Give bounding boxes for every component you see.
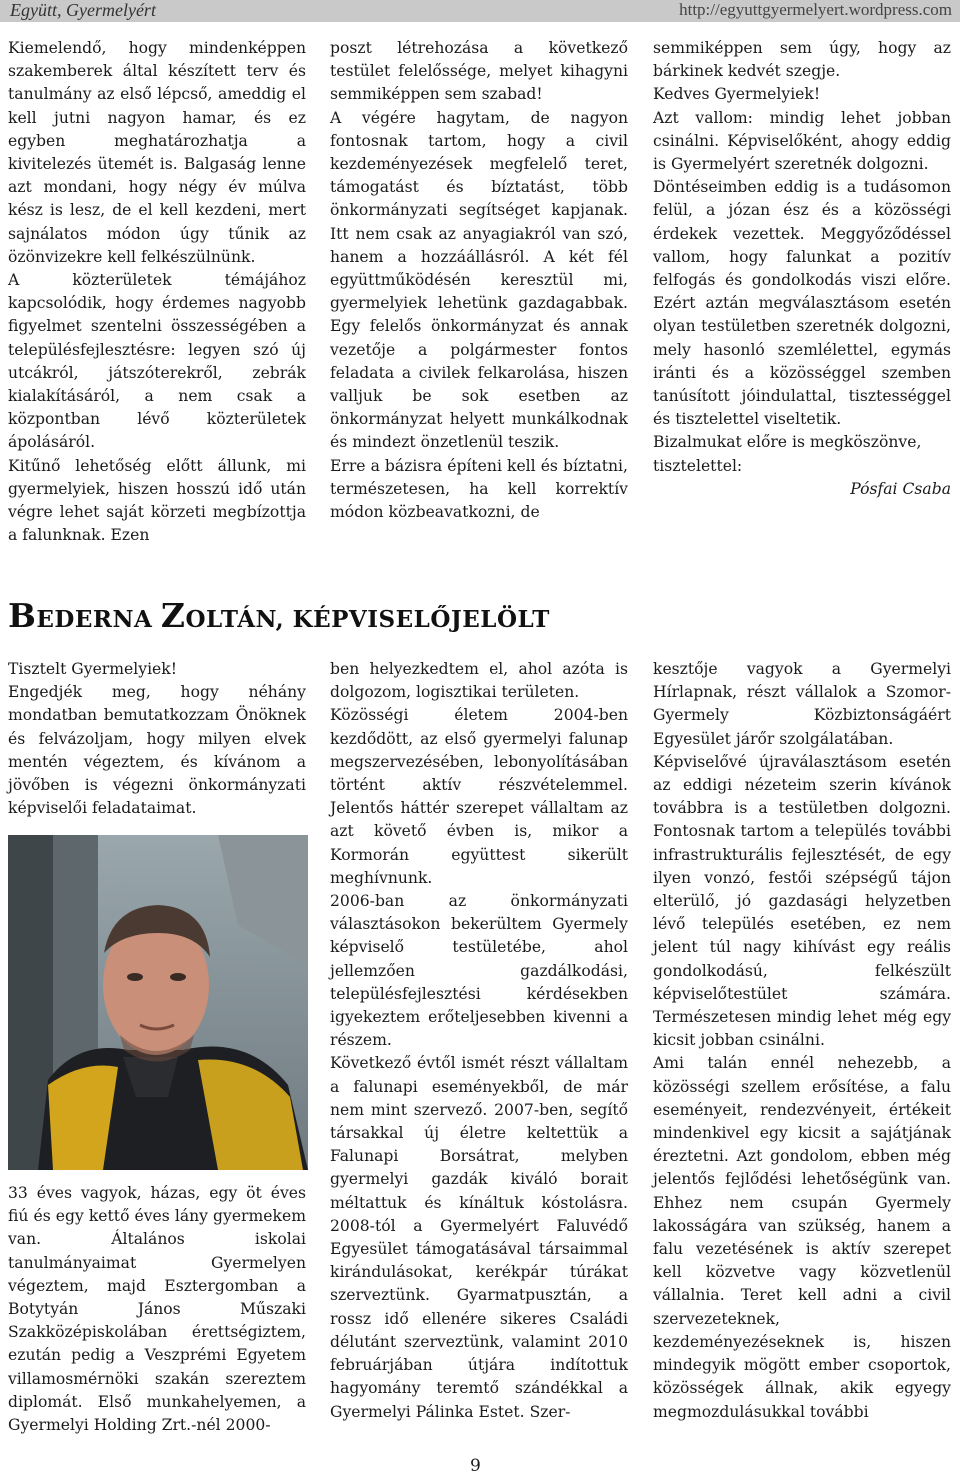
heading-text: EDERNA (36, 606, 161, 633)
closing: Bizalmukat előre is megköszönve, tisztelettel: (653, 433, 922, 475)
paragraph: ben helyezkedtem el, ahol azóta is dolgozom, logisztikai területen. (330, 660, 628, 702)
paragraph: Kitűnő lehetőség előtt állunk, mi gyermelyiek, hiszen hosszú idő után végre lehet saját körzeti megbízottja a falunknak. Ezen (8, 456, 306, 545)
bottom-column-2 (330, 658, 628, 1424)
bottom-column-1 (8, 658, 306, 820)
heading-text: OLTÁN, KÉPVISELŐJELÖLT (185, 606, 550, 633)
salutation: Tisztelt Gyermelyiek! (8, 660, 178, 678)
greeting: Kedves Gyermelyiek! (653, 85, 821, 104)
candidate-portrait-photo (8, 835, 308, 1170)
bottom-column-3 (653, 658, 951, 1424)
paragraph: Kiemelendő, hogy mindenképpen szakemberek által készített terv és tanulmány az első lépcső, ameddig el kell jutni nagyon hamar, és ez egyben meghatározhatja a kivitelezés ütemét is. Balgaság lenne azt mondani, hogy négy év múlva kész is lesz, de el kell kezdeni, mert sajnálatos módon úgy tűnik az özönvizekre kell felkészülnünk. (8, 39, 306, 266)
paragraph: Azt vallom: mindig lehet jobban csinálni. Képviselőként, ahogy eddig is Gyermelyért szeretnék dolgozni. (653, 108, 951, 174)
heading-initial: B (8, 596, 37, 635)
portrait-image (8, 835, 308, 1170)
paragraph: Képviselővé újraválasztásom esetén az eddigi nézeteim szerin kívánok továbbra is a testületben dolgozni. Fontosnak tartom a település további infrastrukturális fejlesztését, de egy ilyen vonzó, festői szépségű tájon elterülő, jó gazdasági helyzetben lévő település esetében, ez nem jelent túl nagy kihívást egy reális gondolkodású, felkészült képviselőtestület számára. Természetesen mindig lehet még egy kicsit jobban csinálni. (653, 752, 951, 1050)
paragraph: Erre a bázisra építeni kell és bíztatni, természetesen, ha kell korrektív módon közbeavatkozni, de (330, 456, 628, 522)
paragraph: poszt létrehozása a következő testület felelőssége, melyet kihagyni semmiképpen sem szabad! (330, 39, 628, 104)
page-number: 9 (470, 1456, 481, 1476)
paragraph: Engedjék meg, hogy néhány mondatban bemutatkozzam Önöknek és felvázoljam, hogy milyen elvek mentén végeztem, és kívánom a jövőben is végezni önkormányzati képviselői feladataimat. (8, 683, 306, 818)
paragraph: Ami talán ennél nehezebb, a közösségi szellem erősítése, a falu eseményeit, rendezvényeit, értékeit mindenkivel egy kicsit a sajátjának éreztetni. Azt gondolom, ebben még jelentős fejlődési lehetőségünk van. Ehhez nem csupán Gyermely lakosságára van szükség, hanem a falu vezetésének is aktív szerepet kell közvetve vagy közvetlenül vállalnia. Teret kell adni a civil szervezeteknek, kezdeményezéseknek is, hiszen mindegyik mögött ember csoportok, közösségek állnak, akik egyegy megmozdulásukkal további (653, 1054, 951, 1421)
paragraph: Közösségi életem 2004-ben kezdődött, az első gyermelyi falunap megszervezésében, lebonyolításában történt aktív részvételemmel. Jelentős háttér szerepet vállaltam az azt követő évben is, mikor a Kormorán együttest sikerült meghívnunk. (330, 706, 628, 887)
top-column-2 (330, 37, 628, 524)
bottom-column-1-continued (8, 1182, 306, 1437)
publication-url[interactable]: http://egyuttgyermelyert.wordpress.com (679, 0, 952, 19)
paragraph: Döntéseimben eddig is a tudásomon felül, a józan ész és a közösségi érdekek vezettek. Meggyőződéssel vallom, hogy falunkat a pozitív felfogás és gondolkodás viszi előre. Ezért aztán megválasztásom esetén olyan testületben szeretnék dolgozni, mely hasonló szemlélettel, egymás iránti és a közösséggel szemben tanúsított jóindulattal, tisztességgel és tisztelettel viseltetik. (653, 178, 951, 429)
publication-title: Együtt, Gyermelyért (10, 0, 156, 20)
page-header (0, 0, 960, 22)
paragraph: Következő évtől ismét részt vállaltam a falunapi eseményekből, de már nem mint szervező. 2007-ben, segítő társakkal új életre keltettük a Falunapi Borsátrat, melyben gyermelyi gazdák kiváló borait méltattuk és kínáltuk kóstolásra. 2008-tól a Gyermelyért Faluvédő Egyesület támogatásával társaimmal kirándulásokat, kerékpár túrákat szerveztünk. Gyarmatpusztán, a rossz idő ellenére sikeres Családi délutánt szerveztünk, valamint 2010 februárjában útjára indítottuk hagyomány teremtő szándékkal a Gyermelyi Pálinka Estet. Szer- (330, 1054, 628, 1421)
article-heading (8, 596, 550, 635)
paragraph: 33 éves vagyok, házas, egy öt éves fiú és egy kettő éves lány gyermekem van. Általános iskolai tanulmányaimat Gyermelyen végeztem, majd Esztergomban a Botytyán János Műszaki Szakközépiskolában érettségiztem, ezután pedig a Veszprémi Egyetem villamosmérnöki szakán szereztem diplomát. Első munkahelyemen, a Gyermelyi Holding Zrt.-nél 2000- (8, 1184, 306, 1435)
paragraph: A közterületek témájához kapcsolódik, hogy érdemes nagyobb figyelmet szentelni összességében a településfejlesztésre: legyen szó új utcákról, játszóterekről, zebrák kialakításáról, a nem csak a központban lévő közterületek ápolásáról. (8, 271, 306, 452)
paragraph: A végére hagytam, de nagyon fontosnak tartom, hogy a civil kezdeményezések megfelelő teret, támogatást és bíztatást, több önkormányzati segítséget kapjanak. Itt nem csak az anyagiakról van szó, hanem a hozzáállásról. A két fél együttműködésén keresztül mi, gyermelyiek lehetünk gazdagabbak. Egy felelős önkormányzat és annak vezetője a polgármester fontos feladata a civilek felkarolása, hiszen valljuk be sok esetben az önkormányzat helyett munkálkodnak és mindezt önzetlenül teszik. (330, 108, 628, 452)
top-column-1 (8, 37, 306, 547)
signature: Pósfai Csaba (850, 479, 951, 498)
heading-initial: Z (160, 596, 186, 635)
paragraph: 2006-ban az önkormányzati választásokon bekerültem Gyermely képviselő testületébe, ahol jellemzően gazdálkodási, településfejlesztési kérdésekben igyekeztem erőteljesebben kivenni a részem. (330, 892, 628, 1050)
top-column-3 (653, 37, 951, 501)
paragraph: semmiképpen sem úgy, hogy az bárkinek kedvét szegje. (653, 39, 951, 81)
paragraph: kesztője vagyok a Gyermelyi Hírlapnak, részt vállalok a Szomor-Gyermely Közbiztonságáért Egyesület járőr szolgálatában. (653, 660, 951, 748)
